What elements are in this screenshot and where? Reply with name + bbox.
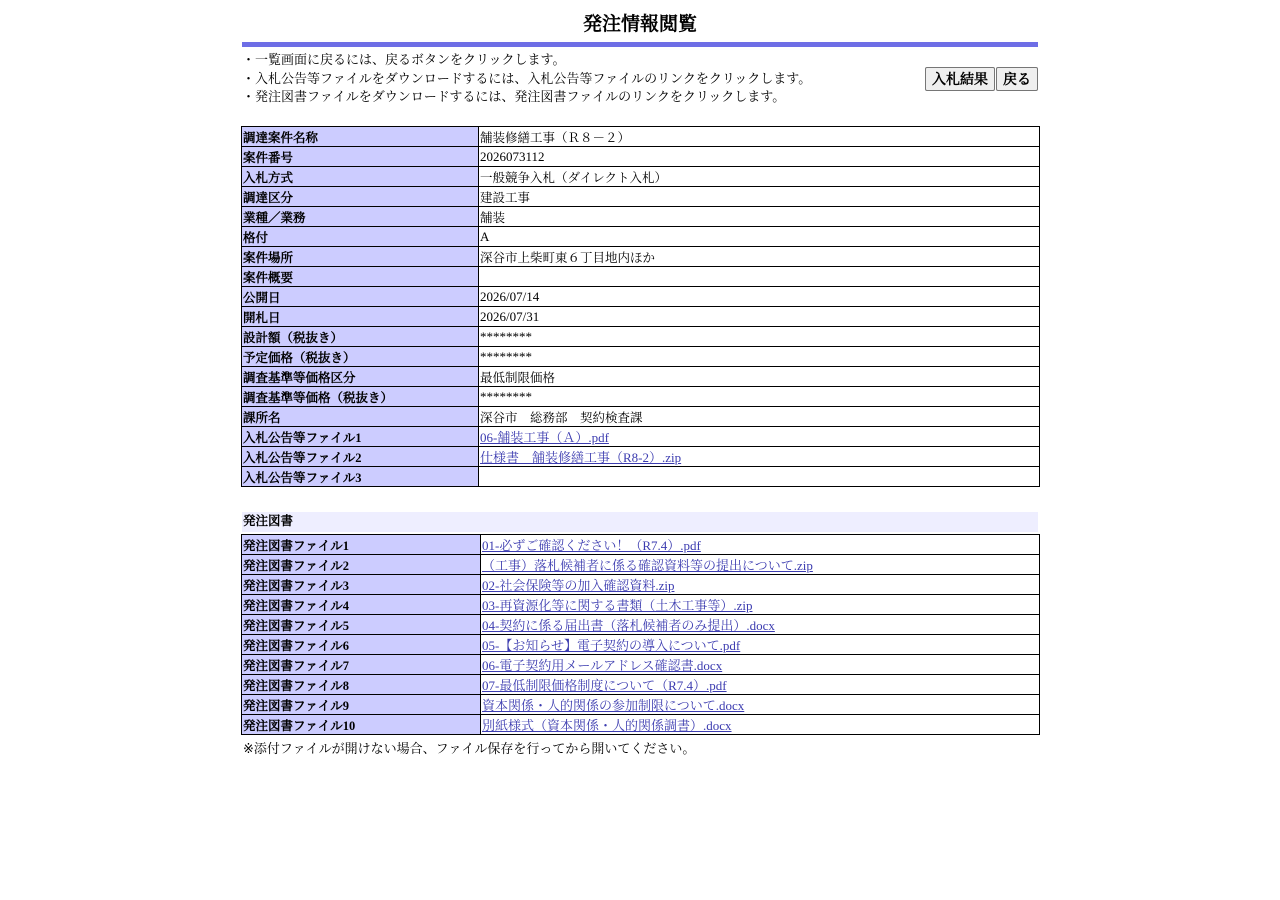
field-label: 格付 (242, 227, 479, 247)
field-label: 設計額（税抜き） (242, 327, 479, 347)
field-value: 深谷市 総務部 契約検査課 (479, 407, 1040, 427)
project-details-table (241, 126, 1040, 487)
table-row (242, 595, 1040, 615)
field-label: 課所名 (242, 407, 479, 427)
page-container (242, 0, 1038, 757)
bid-notice-file-link-1[interactable]: 06-舗装工事（Ａ）.pdf (480, 430, 609, 445)
footnote: ※添付ファイルが開けない場合、ファイル保存を行ってから開いてください。 (243, 742, 696, 757)
field-label: 発注図書ファイル6 (242, 635, 481, 655)
field-value: 舗装修繕工事（Ｒ８－２） (479, 127, 1040, 147)
instructions (242, 47, 1038, 108)
field-label: 入札公告等ファイル2 (242, 447, 479, 467)
field-label: 入札方式 (242, 167, 479, 187)
field-label: 公開日 (242, 287, 479, 307)
intro-section (242, 47, 1038, 131)
table-row (242, 427, 1040, 447)
table-row (242, 555, 1040, 575)
table-row (242, 367, 1040, 387)
field-value (479, 467, 1040, 487)
field-label: 調達案件名称 (242, 127, 479, 147)
table-row (242, 407, 1040, 427)
field-label: 案件番号 (242, 147, 479, 167)
table-row (242, 267, 1040, 287)
field-value: 深谷市上柴町東６丁目地内ほか (479, 247, 1040, 267)
document-file-link-2[interactable]: （工事）落札候補者に係る確認資料等の提出について.zip (482, 558, 813, 573)
field-value: ******** (479, 327, 1040, 347)
instruction-line: ・入札公告等ファイルをダウンロードするには、入札公告等ファイルのリンクをクリックします。 (242, 71, 812, 87)
table-row (242, 307, 1040, 327)
field-label: 入札公告等ファイル1 (242, 427, 479, 447)
table-row (242, 635, 1040, 655)
field-value: 一般競争入札（ダイレクト入札） (479, 167, 1040, 187)
document-file-link-10[interactable]: 別紙様式（資本関係・人的関係調書）.docx (482, 718, 732, 733)
field-label: 業種／業務 (242, 207, 479, 227)
field-label: 案件場所 (242, 247, 479, 267)
field-label: 調査基準等価格（税抜き） (242, 387, 479, 407)
field-label: 入札公告等ファイル3 (242, 467, 479, 487)
table-row (242, 327, 1040, 347)
field-value: 建設工事 (479, 187, 1040, 207)
table-row (242, 655, 1040, 675)
field-label: 調達区分 (242, 187, 479, 207)
table-row (242, 615, 1040, 635)
field-value: 2026/07/31 (479, 307, 1040, 327)
field-value (481, 555, 1040, 575)
page-title: 発注情報閲覧 (582, 13, 697, 35)
field-value (481, 595, 1040, 615)
field-value (481, 535, 1040, 555)
field-value (481, 695, 1040, 715)
field-label: 予定価格（税抜き） (242, 347, 479, 367)
field-label: 開札日 (242, 307, 479, 327)
document-file-link-7[interactable]: 06-電子契約用メールアドレス確認書.docx (482, 658, 723, 673)
field-value (481, 715, 1040, 735)
field-label: 発注図書ファイル10 (242, 715, 481, 735)
table-row (242, 575, 1040, 595)
field-label: 案件概要 (242, 267, 479, 287)
field-value (481, 655, 1040, 675)
field-label: 発注図書ファイル1 (242, 535, 481, 555)
field-value: 舗装 (479, 207, 1040, 227)
table-row (242, 247, 1040, 267)
field-label: 発注図書ファイル3 (242, 575, 481, 595)
field-value: 2026073112 (479, 147, 1040, 167)
field-value: A (479, 227, 1040, 247)
field-label: 発注図書ファイル2 (242, 555, 481, 575)
document-file-link-9[interactable]: 資本関係・人的関係の参加制限について.docx (482, 698, 745, 713)
table-row (242, 675, 1040, 695)
table-row (242, 287, 1040, 307)
table-row (242, 347, 1040, 367)
document-file-link-1[interactable]: 01-必ずご確認ください！（R7.4）.pdf (482, 538, 701, 553)
table-row (242, 207, 1040, 227)
table-row (242, 535, 1040, 555)
field-label: 発注図書ファイル9 (242, 695, 481, 715)
order-documents-table (241, 534, 1040, 735)
table-row (242, 387, 1040, 407)
table-row (242, 447, 1040, 467)
table-row (242, 227, 1040, 247)
document-file-link-6[interactable]: 05-【お知らせ】電子契約の導入について.pdf (482, 638, 741, 653)
document-file-link-4[interactable]: 03-再資源化等に関する書類（土木工事等）.zip (482, 598, 753, 613)
field-value: ******** (479, 347, 1040, 367)
documents-section-header: 発注図書 (242, 512, 1038, 532)
document-file-link-5[interactable]: 04-契約に係る届出書（落札候補者のみ提出）.docx (482, 618, 775, 633)
instruction-line: ・発注図書ファイルをダウンロードするには、発注図書ファイルのリンクをクリックします。 (242, 90, 786, 105)
field-value (481, 675, 1040, 695)
field-value (481, 615, 1040, 635)
field-label: 発注図書ファイル7 (242, 655, 481, 675)
table-row (242, 147, 1040, 167)
bid-notice-file-link-2[interactable]: 仕様書 舗装修繕工事（R8-2）.zip (480, 450, 682, 465)
table-row (242, 127, 1040, 147)
field-value: 2026/07/14 (479, 287, 1040, 307)
field-value (481, 635, 1040, 655)
field-value: 最低制限価格 (479, 367, 1040, 387)
field-label: 調査基準等価格区分 (242, 367, 479, 387)
action-buttons (924, 67, 1038, 91)
table-row (242, 187, 1040, 207)
field-value (479, 427, 1040, 447)
field-value (481, 575, 1040, 595)
field-label: 発注図書ファイル5 (242, 615, 481, 635)
document-file-link-8[interactable]: 07-最低制限価格制度について（R7.4）.pdf (482, 678, 727, 693)
field-value (479, 267, 1040, 287)
instruction-line: ・一覧画面に戻るには、戻るボタンをクリックします。 (242, 53, 566, 68)
document-file-link-3[interactable]: 02-社会保険等の加入確認資料.zip (482, 578, 675, 593)
field-label: 発注図書ファイル8 (242, 675, 481, 695)
field-label: 発注図書ファイル4 (242, 595, 481, 615)
back-button[interactable]: 戻る (996, 67, 1038, 91)
table-row (242, 715, 1040, 735)
table-row (242, 695, 1040, 715)
field-value (479, 447, 1040, 467)
table-row (242, 467, 1040, 487)
table-row (242, 167, 1040, 187)
bid-results-button[interactable]: 入札結果 (925, 67, 995, 91)
field-value: ******** (479, 387, 1040, 407)
